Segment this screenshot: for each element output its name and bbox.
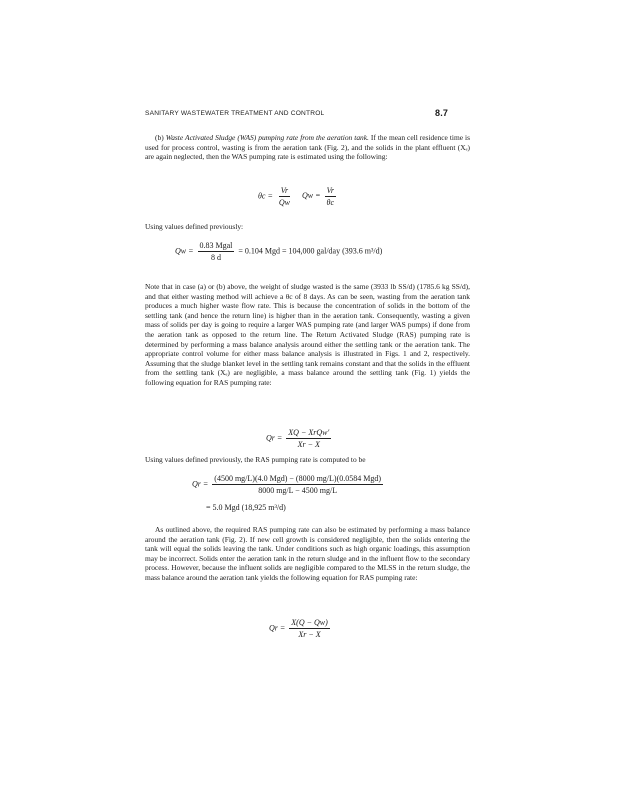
eq4-lhs: Qr = <box>192 479 209 489</box>
eq1-mid: Qw = <box>302 191 321 201</box>
equation-qr-aeration <box>269 618 332 639</box>
section-b-paragraph <box>145 133 470 162</box>
equation-qr-computed <box>192 474 385 495</box>
eq1-frac1-numerator: Vr <box>280 186 289 195</box>
equation-qw <box>175 241 382 262</box>
eq1-frac2-denominator: θc <box>326 198 335 207</box>
eq4-fraction <box>212 474 383 495</box>
outline-text: As outlined above, the required RAS pumping rate can also be estimated by performing a mass balance around the aeration tank (Fig. 2). If new cell growth is considered negligible, then the solids entering the tank will equal the solids leaving the tank. Under conditions such as high organic loadings, this assumption may be incorrect. Solids enter the aeration tank in the return sludge and in the influent flow to the secondary process. However, because the influent solids are negligible compared to the MLSS in the return sludge, the mass balance around the aeration tank yields the following equation for RAS pumping rate: <box>145 525 470 582</box>
using-values-line-1 <box>145 222 470 232</box>
using-values-text-1: Using values defined previously: <box>145 222 244 231</box>
eq5-numerator: X(Q − Qw) <box>291 618 328 627</box>
equation-qr-settling <box>266 428 333 449</box>
eq2-numerator: 0.83 Mgal <box>199 241 233 250</box>
using-values-text-2: Using values defined previously, the RAS pumping rate is computed to be <box>145 455 366 464</box>
eq3-numerator: XQ − XrQw′ <box>288 428 330 437</box>
eq1-fraction-1 <box>277 186 292 207</box>
eq5-fraction <box>289 618 330 639</box>
eq1-lhs: θc = <box>258 191 273 201</box>
outline-paragraph <box>145 525 470 583</box>
page-number: 8.7 <box>435 108 449 118</box>
eq2-lhs: Qw = <box>175 246 194 256</box>
using-values-line-2 <box>145 455 470 465</box>
eq3-lhs: Qr = <box>266 433 283 443</box>
eq5-lhs: Qr = <box>269 623 286 633</box>
running-title: SANITARY WASTEWATER TREATMENT AND CONTROL <box>145 110 325 117</box>
equation-theta-c <box>258 186 338 207</box>
note-text: Note that in case (a) or (b) above, the weight of sludge wasted is the same (3933 lb SS/d) (1785.6 kg SS/d), and that either wasting method will achieve a θc of 8 days. As can be seen, wasting from the aeration tank produces a much higher waste flow rate. This is because the concentration of solids in the bottom of the settling tank (and hence the return line) is higher than in the aeration tank. Consequently, wasting a given mass of solids per day is going to require a larger WAS pumping rate (and larger WAS pumps) if done from the aeration tank as opposed to the return line. The Return Activated Sludge (RAS) pumping rate is determined by performing a mass balance analysis around either the settling tank or the aeration tank. The appropriate control volume for either mass balance analysis is illustrated in Figs. 1 and 2, respectively. Assuming that the sludge blanket level in the settling tank remains constant and that the solids in the effluent from the settling tank (Xₑ) are negligible, a mass balance around the settling tank (Fig. 1) yields the following equation for RAS pumping rate: <box>145 282 470 387</box>
eq3-fraction <box>286 428 331 449</box>
eq1-frac2-numerator: Vr <box>326 186 334 195</box>
eq2-rhs: = 0.104 Mgd = 104,000 gal/day (393.6 m³/d) <box>238 246 383 256</box>
note-paragraph <box>145 282 470 388</box>
eq1-fraction-2 <box>325 186 336 207</box>
section-b-heading: Waste Activated Sludge (WAS) pumping rate from the aeration tank. <box>165 133 369 142</box>
eq1-frac1-denominator: Qw <box>278 198 291 207</box>
eq2-denominator: 8 d <box>210 253 221 262</box>
eq5-denominator: Xr − X <box>298 630 321 639</box>
equation-qr-result <box>206 503 286 512</box>
eq4-result: = 5.0 Mgd (18,925 m³/d) <box>206 503 286 512</box>
eq2-fraction <box>198 241 235 262</box>
section-b-label: (b) <box>155 133 164 142</box>
section-b-intro: If the mean cell residence time is used for process control, wasting is from the aeration tank (Fig. 2), and the solids in the plant effluent (Xₑ) are again neglected, then the WAS pumping rate is estimated using the following: <box>145 133 471 162</box>
eq4-numerator: (4500 mg/L)(4.0 Mgd) − (8000 mg/L)(0.0584 Mgd) <box>214 474 382 483</box>
eq4-denominator: 8000 mg/L − 4500 mg/L <box>258 486 338 495</box>
eq3-denominator: Xr − X <box>297 440 320 449</box>
